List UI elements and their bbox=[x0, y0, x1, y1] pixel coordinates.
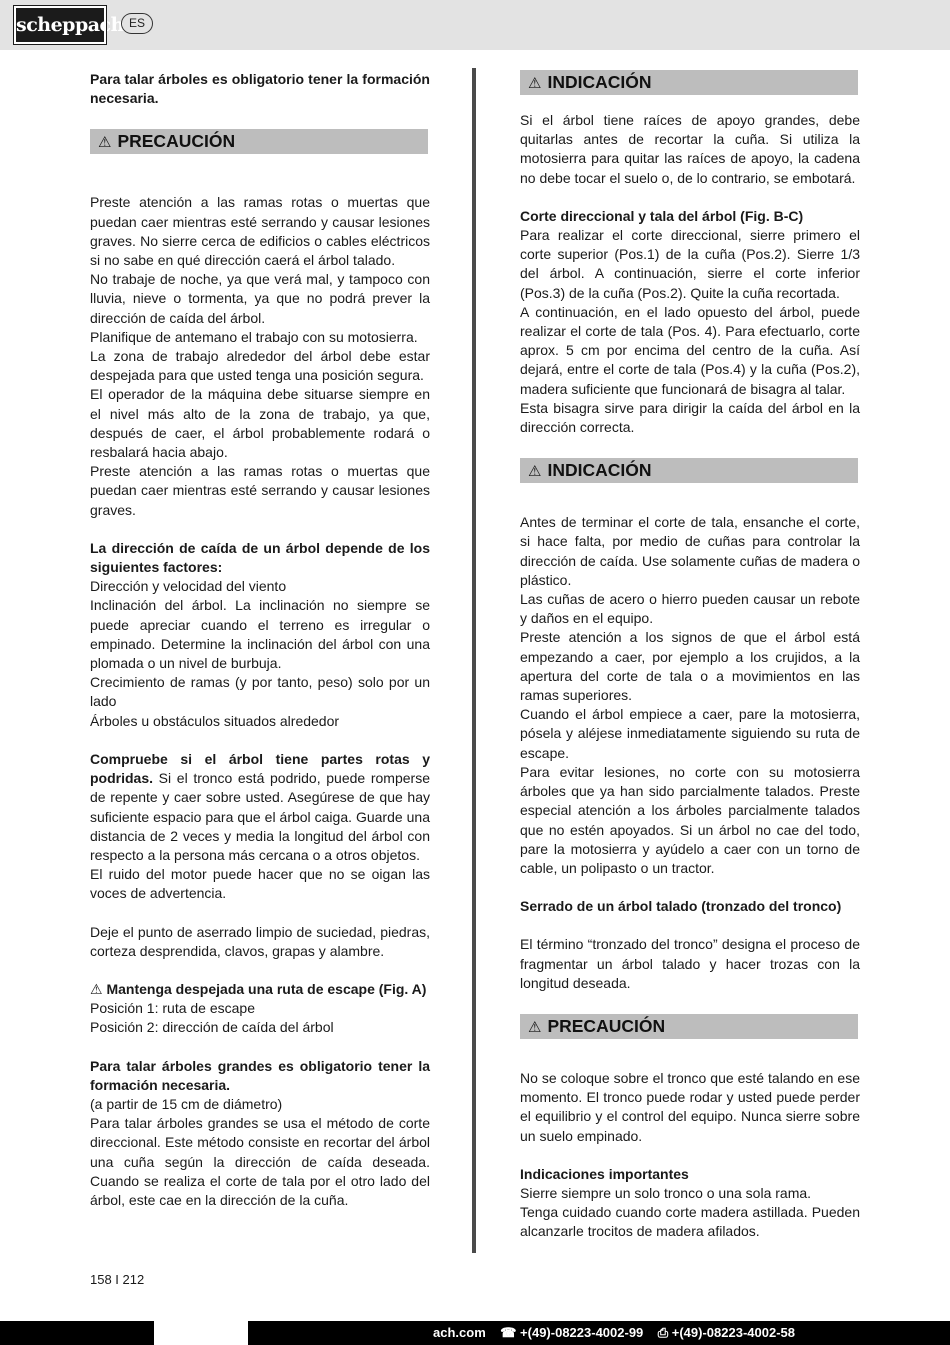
website-text: ach.com bbox=[433, 1325, 486, 1340]
column-divider bbox=[472, 68, 476, 1253]
training-note: Para talar árboles es obligatorio tener la formación necesaria. bbox=[90, 71, 430, 107]
page-header bbox=[0, 0, 950, 50]
section-heading: Corte direccional y tala del árbol (Fig. B-C) bbox=[520, 207, 804, 224]
right-column bbox=[520, 70, 860, 1242]
language-badge: ES bbox=[121, 13, 153, 34]
paragraph: La zona de trabajo alrededor del árbol debe estar despejada para que usted tenga una posición segura. bbox=[90, 348, 430, 384]
paragraph bbox=[90, 750, 430, 865]
escape-route-heading bbox=[90, 980, 430, 999]
paragraph: Antes de terminar el corte de tala, ensanche el corte, si hace falta, por medio de cuñas para controlar la dirección de caída. Use solamente cuñas de madera o plástico. bbox=[520, 514, 860, 588]
footer-contact bbox=[433, 1321, 795, 1345]
indication-label: INDICACIÓN bbox=[547, 72, 652, 92]
factor-item: Dirección y velocidad del viento bbox=[90, 578, 287, 595]
indication-box bbox=[520, 70, 858, 95]
paragraph: Preste atención a las ramas rotas o muertas que puedan caer mientras esté serrando y causar lesiones graves. No sierre cerca de edificios o cables eléctricos si no sabe en qué dirección caerá el árbol talado. bbox=[90, 194, 430, 269]
fax-icon: ⎙ bbox=[657, 1325, 669, 1340]
paragraph: Para evitar lesiones, no corte con su motosierra árboles que ya han sido parcialmente talados. Preste especial atención a los árboles parcialmente talados que no estén apoyados. Si un árbol no cae del todo, pare la motosierra y ayúdelo a caer con un torno de cable, un polipasto o un tractor. bbox=[520, 763, 860, 876]
paragraph: No trabaje de noche, ya que verá mal, y tampoco con lluvia, nieve o tormenta, ya que no podrá prever la dirección de caída del árbol. bbox=[90, 271, 430, 326]
fax-number: +(49)-08223-4002-58 bbox=[671, 1325, 795, 1340]
caution-label: PRECAUCIÓN bbox=[547, 1015, 666, 1036]
escape-route-label: Mantenga despejada una ruta de escape (Fig. A) bbox=[106, 980, 427, 997]
paragraph: Para talar árboles grandes se usa el método de corte direccional. Este método consiste en recortar del árbol una cuña según la dirección de caída deseada. Cuando se realiza el corte de tala por el otro lado del árbol, este cae en la dirección de la cuña. bbox=[90, 1115, 430, 1208]
paragraph: Si el árbol tiene raíces de apoyo grandes, debe quitarlas antes de recortar la cuña. Si utiliza la motosierra para quitar las raíces de apoyo, la cadena no debe tocar el suelo o, de lo contrario, se embotará. bbox=[520, 112, 860, 186]
paragraph: Preste atención a los signos de que el árbol está empezando a caer, por ejemplo a los crujidos, a la apertura del corte de tala o a movimientos en las ramas superiores. bbox=[520, 629, 860, 704]
caution-label: PRECAUCIÓN bbox=[117, 131, 236, 152]
inline-heading: Compruebe si el árbol tiene partes rotas y podridas. bbox=[90, 750, 430, 787]
indication-box bbox=[520, 458, 858, 483]
warning-icon: ⚠ bbox=[528, 1018, 542, 1036]
paragraph: Deje el punto de aserrado limpio de suciedad, piedras, corteza desprendida, clavos, grapas y alambre. bbox=[90, 923, 430, 959]
warning-icon: ⚠ bbox=[98, 134, 112, 152]
paragraph: No se coloque sobre el tronco que esté talando en ese momento. El tronco puede rodar y usted puede perder el equilibrio y el control del equipo. Nunca sierre sobre un suelo empinado. bbox=[520, 1069, 860, 1144]
factor-item: Crecimiento de ramas (y por tanto, peso) solo por un lado bbox=[90, 674, 430, 710]
section-heading: La dirección de caída de un árbol depende de los siguientes factores: bbox=[90, 539, 430, 576]
paragraph: Cuando el árbol empiece a caer, pare la motosierra, pósela y aléjese inmediatamente siguiendo su ruta de escape. bbox=[520, 706, 860, 761]
warning-icon: ⚠ bbox=[90, 980, 107, 997]
paragraph: El operador de la máquina debe situarse siempre en el nivel más alto de la zona de trabajo, ya que, después de caer, el árbol probablemente rodará o resbalará hacia abajo. bbox=[90, 386, 430, 461]
paragraph: Sierre siempre un solo tronco o una sola rama. bbox=[520, 1184, 812, 1201]
paragraph: A continuación, en el lado opuesto del árbol, puede realizar el corte de tala (Pos. 4). Para efectuarlo, corte aprox. 5 cm por encima del centro de la cuña. Así dejará, entre el corte de tala (Pos.4) y la cuña (Pos.2), madera suficiente que funcionará de bisagra al talar. bbox=[520, 303, 860, 397]
paragraph: El término “tronzado del tronco” designa el proceso de fragmentar un árbol talado y hacer trozas con la longitud deseada. bbox=[520, 936, 860, 991]
warning-icon: ⚠ bbox=[528, 463, 542, 481]
paragraph: El ruido del motor puede hacer que no se oigan las voces de advertencia. bbox=[90, 866, 430, 902]
caution-box bbox=[520, 1014, 858, 1039]
paragraph: Para realizar el corte direccional, sierre primero el corte superior (Pos.1) de la cuña (Pos.2). Sierre 1/3 del árbol. A continuación, sierre el corte inferior (Pos.3) de la cuña (Pos.2). Quite la cuña recortada. bbox=[520, 227, 860, 301]
scheppach-logo: scheppach bbox=[14, 6, 106, 44]
left-column bbox=[90, 70, 430, 1210]
section-heading: Indicaciones importantes bbox=[520, 1165, 689, 1182]
inline-text: Si el tronco está podrido, puede romperse de repente y caer sobre usted. Asegúrese de que hay suficiente espacio para que el árbol caiga. Guarde una distancia de 2 veces y media la longitud del árbol con respecto a la persona más cercana o a otros objetos. bbox=[90, 770, 430, 863]
page-footer bbox=[0, 1321, 950, 1345]
paragraph: Preste atención a las ramas rotas o muertas que puedan caer mientras esté serrando y causar lesiones graves. bbox=[90, 463, 430, 518]
footer-white-block bbox=[154, 1321, 248, 1345]
indication-label: INDICACIÓN bbox=[547, 460, 652, 481]
warning-icon: ⚠ bbox=[528, 75, 542, 92]
paragraph: Las cuñas de acero o hierro pueden causar un rebote y daños en el equipo. bbox=[520, 591, 860, 627]
position-item: Posición 2: dirección de caída del árbol bbox=[90, 1019, 334, 1036]
factor-item: Árboles u obstáculos situados alrededor bbox=[90, 712, 340, 729]
phone-icon: ☎ bbox=[500, 1325, 517, 1340]
position-item: Posición 1: ruta de escape bbox=[90, 1000, 255, 1017]
caution-box bbox=[90, 129, 428, 154]
section-heading: Para talar árboles grandes es obligatorio tener la formación necesaria. bbox=[90, 1057, 430, 1093]
paragraph: (a partir de 15 cm de diámetro) bbox=[90, 1095, 283, 1112]
paragraph: Tenga cuidado cuando corte madera astillada. Pueden alcanzarle trocitos de madera afilados. bbox=[520, 1204, 860, 1240]
section-heading: Serrado de un árbol talado (tronzado del tronco) bbox=[520, 898, 842, 915]
page-number: 158 I 212 bbox=[90, 1272, 145, 1287]
phone-number: +(49)-08223-4002-99 bbox=[520, 1325, 644, 1340]
paragraph: Planifique de antemano el trabajo con su motosierra. bbox=[90, 328, 418, 345]
factor-item: Inclinación del árbol. La inclinación no siempre se puede apreciar cuando el terreno es irregular o empinado. Determine la inclinación del árbol con una plomada o un nivel de burbuja. bbox=[90, 597, 430, 672]
paragraph: Esta bisagra sirve para dirigir la caída del árbol en la dirección correcta. bbox=[520, 399, 860, 436]
